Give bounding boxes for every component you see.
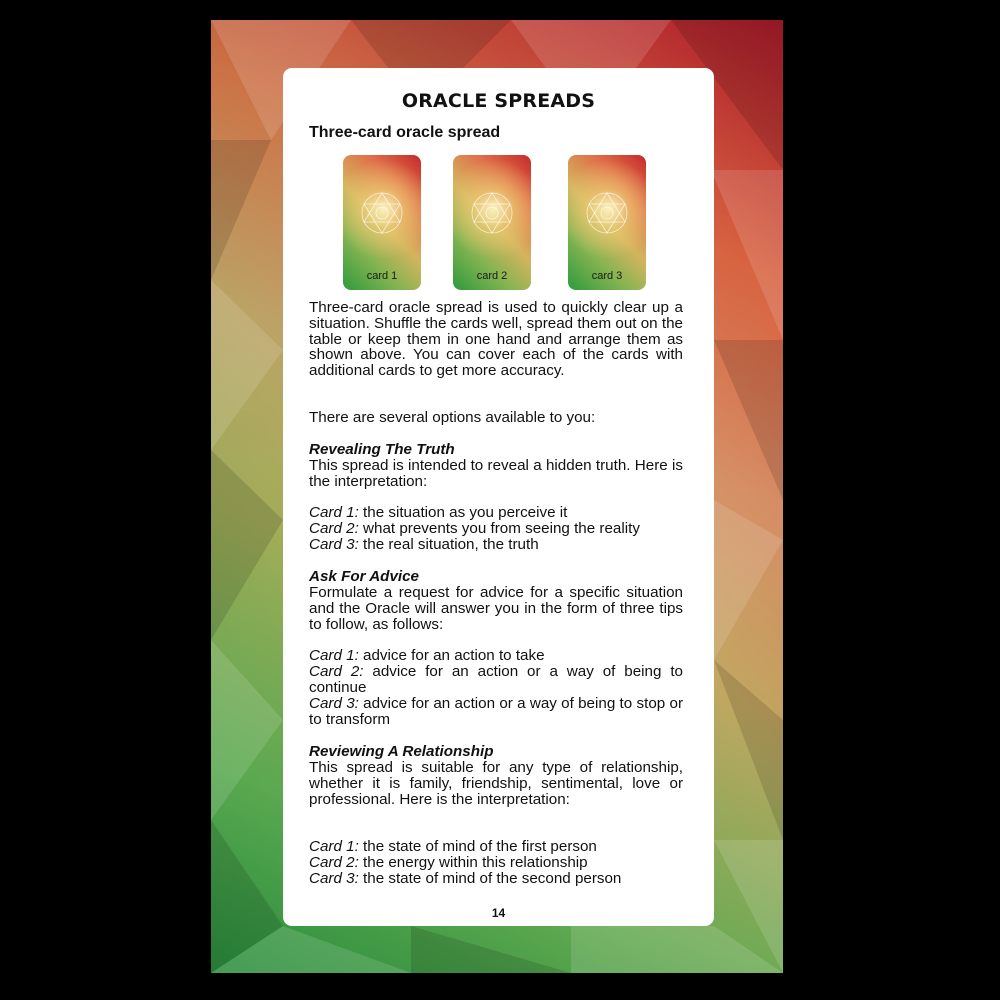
- card-key: Card 2:: [309, 520, 359, 537]
- card-meaning: the state of mind of the first person: [358, 838, 597, 855]
- card-meaning: the situation as you perceive it: [358, 504, 568, 521]
- spread-heading-truth: Revealing The Truth: [309, 441, 455, 458]
- card-key: Card 2:: [309, 854, 359, 871]
- card-label: card 3: [591, 270, 623, 282]
- card-meaning: advice for an action to take: [358, 647, 545, 664]
- spread-item: [309, 537, 683, 553]
- spread-item: [309, 521, 683, 537]
- card-meaning: the state of mind of the second person: [358, 870, 622, 887]
- card-key: Card 3:: [309, 870, 359, 887]
- card-key: Card 1:: [309, 647, 359, 664]
- spread-heading-relationship: Reviewing A Relationship: [309, 743, 494, 760]
- card-key: Card 3:: [309, 536, 359, 553]
- card-meaning: what prevents you from seeing the reality: [358, 520, 640, 537]
- card-key: Card 1:: [309, 838, 359, 855]
- section-title: Three-card oracle spread: [309, 124, 501, 141]
- card-meaning: advice for an action or a way of being to continue: [309, 663, 683, 696]
- oracle-card-2: [453, 155, 531, 290]
- spread-description-truth: This spread is intended to reveal a hidden truth. Here is the interpretation:: [309, 457, 683, 490]
- spread-item: [309, 855, 683, 871]
- spread-description-relationship: This spread is suitable for any type of relationship, whether it is family, friendship, sentimental, love or professional. Here is the interpretation:: [309, 759, 683, 808]
- intro-paragraph: Three-card oracle spread is used to quickly clear up a situation. Shuffle the cards well, spread them out on the table or keep them in one hand and arrange them as shown above. You can cover each of the cards with additional cards to get more accuracy.: [309, 299, 683, 380]
- spread-item: [309, 696, 683, 728]
- options-line: There are several options available to you:: [309, 409, 596, 426]
- content-card: [283, 68, 714, 926]
- card-label: card 2: [476, 270, 508, 282]
- spread-item: [309, 839, 683, 855]
- card-key: Card 1:: [309, 504, 359, 521]
- oracle-card-3: [568, 155, 646, 290]
- spread-description-advice: Formulate a request for advice for a specific situation and the Oracle will answer you in the form of three tips to follow, as follows:: [309, 584, 683, 633]
- card-key: Card 3:: [309, 695, 359, 712]
- page-number: 14: [491, 906, 506, 920]
- oracle-card-1: [343, 155, 421, 290]
- card-meaning: the energy within this relationship: [358, 854, 588, 871]
- page-title: ORACLE SPREADS: [401, 90, 596, 112]
- card-key: Card 2:: [309, 663, 364, 680]
- card-meaning: the real situation, the truth: [358, 536, 539, 553]
- card-meaning: advice for an action or a way of being to stop or to transform: [309, 695, 683, 728]
- spread-item: [309, 505, 683, 521]
- spread-heading-advice: Ask For Advice: [309, 568, 420, 585]
- card-label: card 1: [366, 270, 398, 282]
- spread-item: [309, 664, 683, 696]
- spread-item: [309, 871, 683, 887]
- spread-item: [309, 648, 683, 664]
